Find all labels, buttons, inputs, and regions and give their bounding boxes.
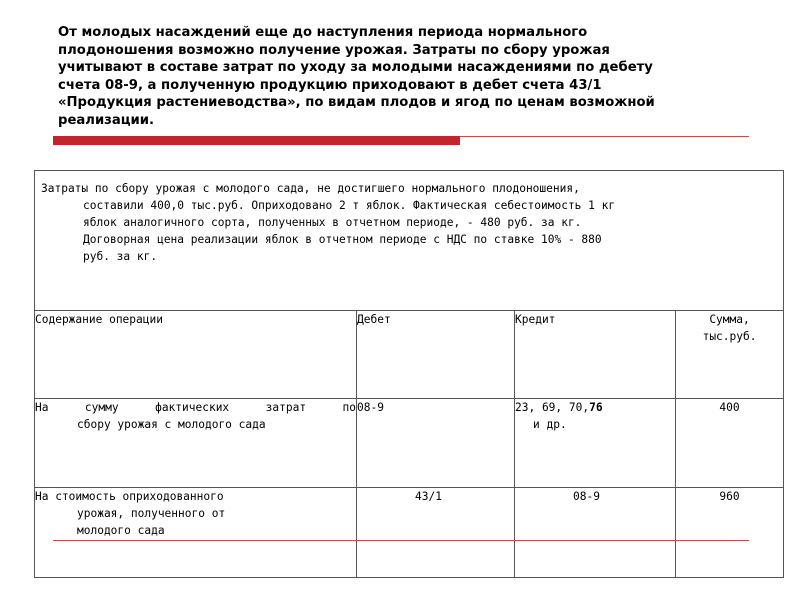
credit-accounts-more: и др. [533, 417, 567, 431]
operation-cell [35, 487, 357, 577]
operation-line: урожая, полученного от [77, 506, 226, 520]
header-operation: Содержание операции [35, 310, 357, 398]
intro-line: плодоношения возможно получение урожая. Затраты по сбору урожая [58, 42, 610, 58]
operation-line: На сумму фактических затрат по [35, 400, 356, 414]
sum-cell: 960 [676, 487, 784, 577]
credit-account-76: 76 [589, 400, 603, 414]
header-sum-line: Сумма, [709, 312, 750, 326]
intro-paragraph [58, 24, 738, 130]
problem-statement-cell [35, 171, 784, 311]
header-credit: Кредит [515, 310, 676, 398]
credit-accounts: 23, 69, 70, [515, 400, 590, 414]
credit-cell: 08-9 [515, 487, 676, 577]
operation-line: На стоимость оприходованного [35, 489, 224, 503]
decorative-red-line [53, 540, 749, 541]
header-debit: Дебет [357, 310, 515, 398]
operation-cell [35, 398, 357, 487]
intro-line: счета 08-9, а полученную продукцию приходовают в дебет счета 43/1 [58, 77, 602, 93]
problem-line: яблок аналогичного сорта, полученных в отчетном периоде, - 480 руб. за кг. [83, 216, 582, 229]
intro-line: реализации. [58, 112, 155, 128]
problem-line: Затраты по сбору урожая с молодого сада, не достигшего нормального плодоношения, [41, 182, 580, 195]
intro-line: От молодых насаждений еще до наступления периода нормального [58, 25, 588, 40]
operation-line: молодого сада [77, 523, 165, 537]
intro-line: «Продукция растениеводства», по видам плодов и ягод по ценам возможной [58, 95, 655, 111]
table-row [35, 398, 784, 487]
problem-line: руб. за кг. [83, 250, 158, 263]
intro-line: учитывают в составе затрат по уходу за молодыми насаждениями по дебету [58, 60, 653, 76]
header-sum-line: тыс.руб. [702, 329, 757, 343]
debit-cell: 43/1 [357, 487, 515, 577]
sum-cell: 400 [676, 398, 784, 487]
table-row [35, 487, 784, 577]
credit-cell [515, 398, 676, 487]
header-sum [676, 310, 784, 398]
problem-line: составили 400,0 тыс.руб. Оприходовано 2 т яблок. Фактическая себестоимость 1 кг [83, 199, 616, 212]
table-header-row [35, 310, 784, 398]
divider-thick [53, 136, 460, 145]
postings-table [34, 170, 784, 578]
problem-line: Договорная цена реализации яблок в отчетном периоде с НДС по ставке 10% - 880 [83, 233, 602, 246]
debit-cell: 08-9 [357, 398, 515, 487]
operation-line: сбору урожая с молодого сада [77, 417, 266, 431]
